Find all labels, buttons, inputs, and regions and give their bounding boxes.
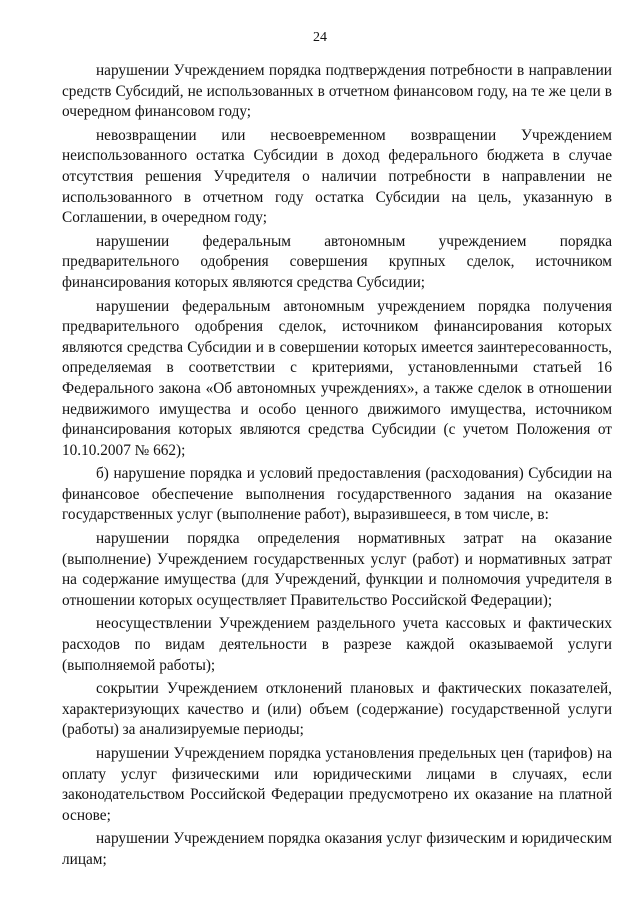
paragraph-3: нарушении федеральным автономным учреждением порядка предварительного одобрения совершения крупных сделок, источником финансирования которых являются средства Субсидии;	[62, 232, 612, 291]
page-number: 24	[313, 30, 327, 45]
paragraph-6: нарушении порядка определения нормативных затрат на оказание (выполнение) Учреждением государственных услуг (работ) и нормативных затрат на содержание имущества (для Учреждений, функции и полномочия учредителя в отношении которых осуществляет Правительство Российской Федерации);	[62, 530, 612, 609]
paragraph-1: нарушении Учреждением порядка подтверждения потребности в направлении средств Субсидий, не использованных в отчетном финансовом году, на те же цели в очередном финансовом году;	[62, 62, 612, 121]
paragraph-10: нарушении Учреждением порядка оказания услуг физическим и юридическим лицам;	[62, 830, 612, 868]
paragraph-2: невозвращении или несвоевременном возвращении Учреждением неиспользованного остатка Субсидии в доход федерального бюджета в случае отсутствия решения Учредителя о наличии потребности в направлении не использованного в отчетном году остатка Субсидии на цель, указанную в Соглашении, в очередном году;	[62, 126, 612, 227]
paragraph-4: нарушении федеральным автономным учреждением порядка получения предварительного одобрения сделок, источником финансирования которых являются средства Субсидии и в совершении которых имеется заинтересованность, определяемая в соответствии с критериями, установленными статьей 16 Федерального закона «Об автономных учреждениях», а также сделок в отношении недвижимого имущества и особо ценного движимого имущества, источником финансирования которых являются средства Субсидии (с учетом Положения от 10.10.2007 № 662);	[62, 297, 612, 459]
paragraph-9: нарушении Учреждением порядка установления предельных цен (тарифов) на оплату услуг физическими или юридическими лицами в случаях, если законодательством Российской Федерации предусмотрено их оказание на платной основе;	[62, 745, 612, 824]
document-body	[62, 61, 612, 874]
paragraph-8: сокрытии Учреждением отклонений плановых и фактических показателей, характеризующих качество и (или) объем (содержание) государственной услуги (работы) за анализируемые периоды;	[62, 680, 612, 739]
paragraph-5: б) нарушение порядка и условий предоставления (расходования) Субсидии на финансовое обеспечение выполнения государственного задания на оказание государственных услуг (выполнение работ), выразившееся, в том числе, в:	[62, 465, 612, 524]
paragraph-7: неосуществлении Учреждением раздельного учета кассовых и фактических расходов по видам деятельности в разрезе каждой оказываемой услуги (выполняемой работы);	[62, 615, 612, 674]
